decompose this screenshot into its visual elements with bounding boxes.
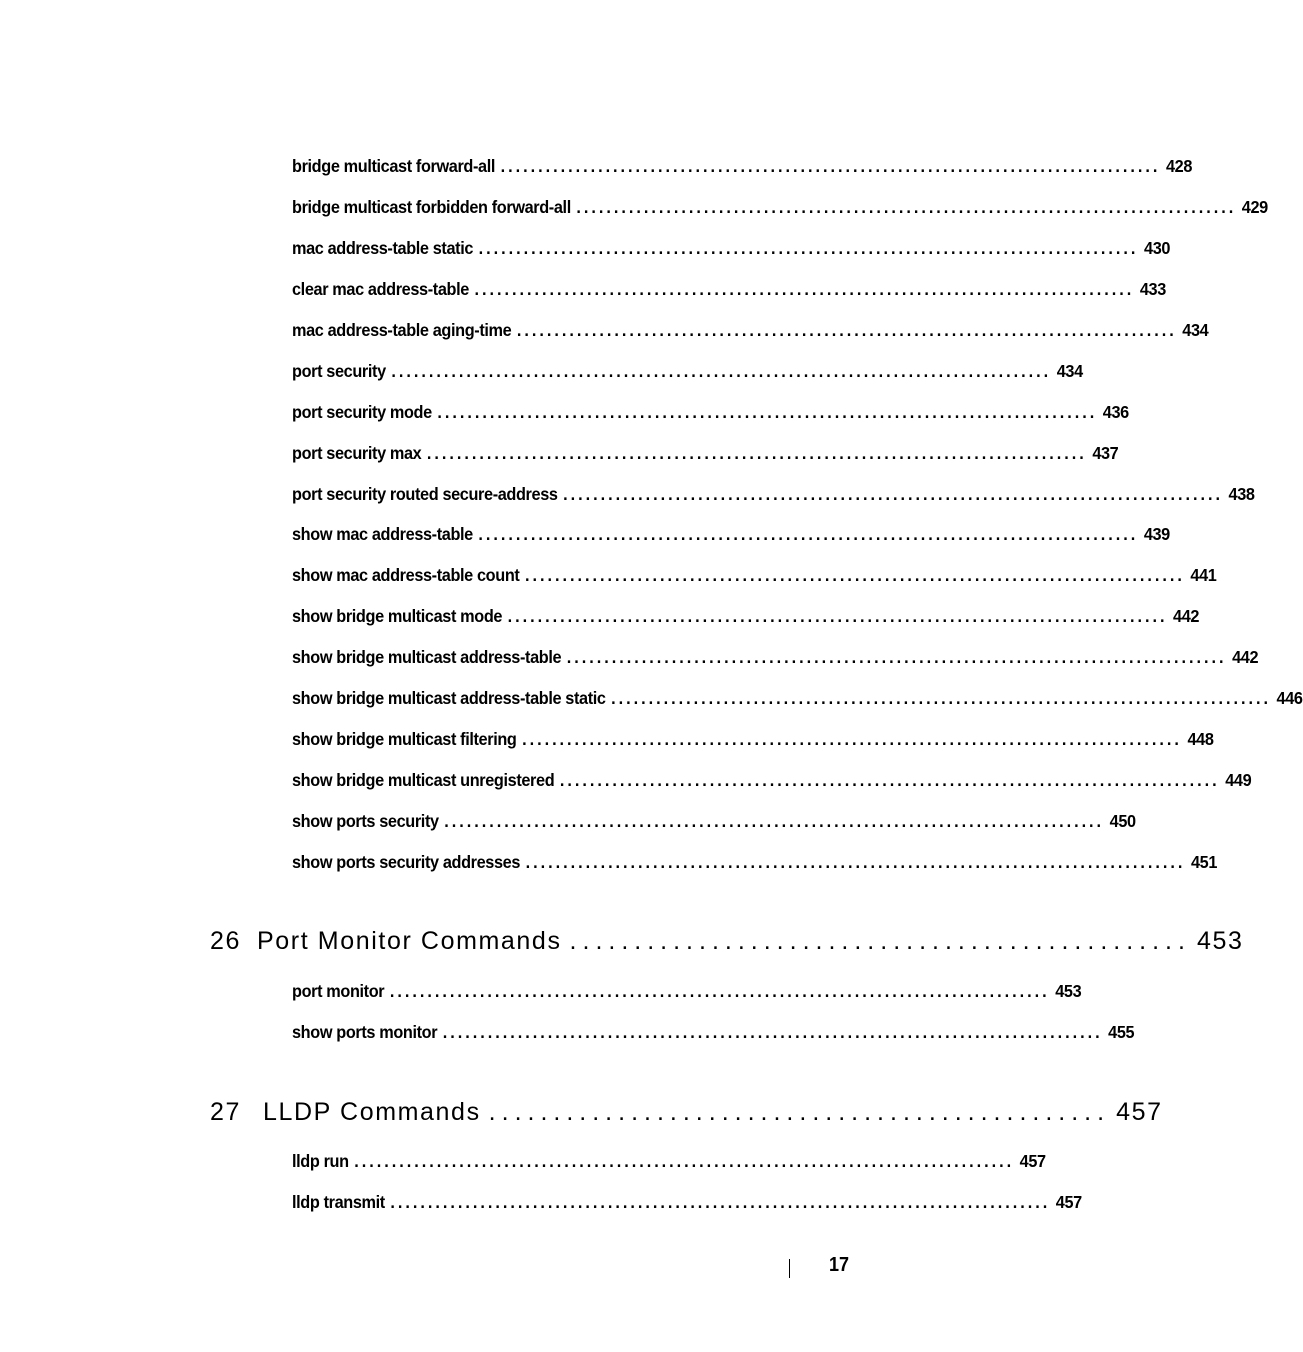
chapter-heading-27[interactable] bbox=[210, 1093, 1163, 1127]
entry-title: port monitor bbox=[292, 981, 385, 1001]
entry-title: port security mode bbox=[292, 402, 432, 422]
entry-page-number: 442 bbox=[1232, 647, 1259, 667]
entry-page-number: 437 bbox=[1092, 443, 1119, 463]
dot-leader: ........................................................................................ bbox=[525, 852, 1186, 872]
dot-leader: ........................................................................................ bbox=[391, 361, 1052, 381]
chapter-heading-26[interactable] bbox=[210, 922, 1244, 956]
toc-entry[interactable] bbox=[292, 235, 1171, 259]
entry-page-number: 433 bbox=[1139, 279, 1166, 299]
entry-title: port security bbox=[292, 361, 386, 381]
dot-leader: ........................................................................................ bbox=[525, 565, 1185, 585]
entry-title: show ports monitor bbox=[292, 1022, 438, 1042]
footer-page-number: 17 bbox=[829, 1254, 850, 1276]
entry-page-number: 455 bbox=[1108, 1022, 1135, 1042]
dot-leader: ........................................................................................ bbox=[390, 1192, 1051, 1212]
toc-entry[interactable] bbox=[292, 849, 1218, 873]
entry-title: mac address-table aging-time bbox=[292, 320, 512, 340]
toc-entry[interactable] bbox=[292, 644, 1259, 668]
dot-leader: ........................................................................................ bbox=[478, 524, 1139, 544]
entry-title: show ports security addresses bbox=[292, 852, 521, 872]
chapter-title: Port Monitor Commands bbox=[257, 927, 562, 955]
toc-entry[interactable] bbox=[292, 358, 1083, 382]
dot-leader: ........................................................................................ bbox=[576, 197, 1237, 217]
entry-page-number: 434 bbox=[1182, 320, 1209, 340]
entry-title: show mac address-table count bbox=[292, 565, 520, 585]
toc-entry[interactable] bbox=[292, 317, 1209, 341]
dot-leader: ........................................................................................ bbox=[354, 1151, 1015, 1171]
entry-page-number: 442 bbox=[1173, 606, 1200, 626]
entry-page-number: 429 bbox=[1241, 197, 1268, 217]
toc-entry[interactable] bbox=[292, 481, 1255, 505]
entry-page-number: 436 bbox=[1102, 402, 1129, 422]
toc-entry[interactable] bbox=[292, 440, 1119, 464]
dot-leader: ........................................................................................ bbox=[389, 981, 1050, 1001]
dot-leader: ................................................ bbox=[488, 1098, 1111, 1126]
dot-leader: ........................................................................................ bbox=[500, 156, 1161, 176]
dot-leader: ........................................................................................ bbox=[566, 647, 1227, 667]
entry-page-number: 453 bbox=[1055, 981, 1082, 1001]
entry-title: bridge multicast forward-all bbox=[292, 156, 496, 176]
entry-title: show bridge multicast filtering bbox=[292, 729, 517, 749]
toc-entry[interactable] bbox=[292, 521, 1170, 545]
entry-title: port security routed secure-address bbox=[292, 484, 558, 504]
chapter-page-number: 453 bbox=[1196, 927, 1244, 955]
toc-entry[interactable] bbox=[292, 1019, 1135, 1043]
dot-leader: ........................................................................................ bbox=[474, 279, 1135, 299]
entry-page-number: 438 bbox=[1228, 484, 1255, 504]
entry-page-number: 457 bbox=[1055, 1192, 1082, 1212]
toc-entry[interactable] bbox=[292, 276, 1166, 300]
entry-title: show bridge multicast mode bbox=[292, 606, 503, 626]
entry-title: show bridge multicast unregistered bbox=[292, 770, 555, 790]
toc-entry[interactable] bbox=[292, 1189, 1082, 1213]
chapter-page-number: 457 bbox=[1116, 1098, 1163, 1126]
toc-entry[interactable] bbox=[292, 1148, 1046, 1172]
entry-page-number: 448 bbox=[1187, 729, 1214, 749]
dot-leader: ........................................................................................ bbox=[516, 320, 1177, 340]
dot-leader: ........................................................................................ bbox=[478, 238, 1139, 258]
dot-leader: ........................................................................................ bbox=[444, 811, 1105, 831]
toc-entry[interactable] bbox=[292, 194, 1268, 218]
toc-entry[interactable] bbox=[292, 767, 1252, 791]
chapter-title: LLDP Commands bbox=[263, 1098, 481, 1126]
entry-title: show mac address-table bbox=[292, 524, 473, 544]
entry-title: clear mac address-table bbox=[292, 279, 469, 299]
entry-page-number: 434 bbox=[1056, 361, 1083, 381]
toc-entry[interactable] bbox=[292, 153, 1193, 177]
entry-title: show bridge multicast address-table static bbox=[292, 688, 606, 708]
dot-leader: ........................................................................................ bbox=[563, 484, 1223, 504]
toc-entry[interactable] bbox=[292, 399, 1129, 423]
entry-title: lldp run bbox=[292, 1151, 349, 1171]
entry-page-number: 430 bbox=[1144, 238, 1171, 258]
entry-page-number: 457 bbox=[1019, 1151, 1046, 1171]
entry-page-number: 451 bbox=[1190, 852, 1218, 872]
dot-leader: ........................................................................................ bbox=[559, 770, 1220, 790]
footer-divider bbox=[789, 1259, 790, 1278]
entry-page-number: 446 bbox=[1276, 688, 1303, 708]
entry-page-number: 450 bbox=[1109, 811, 1136, 831]
entry-page-number: 449 bbox=[1225, 770, 1252, 790]
entry-title: lldp transmit bbox=[292, 1192, 385, 1212]
entry-title: show bridge multicast address-table bbox=[292, 647, 562, 667]
entry-page-number: 428 bbox=[1165, 156, 1193, 176]
entry-title: port security max bbox=[292, 443, 422, 463]
dot-leader: ........................................................................................ bbox=[507, 606, 1168, 626]
entry-title: bridge multicast forbidden forward-all bbox=[292, 197, 571, 217]
dot-leader: ........................................................................................ bbox=[437, 402, 1098, 422]
toc-entry[interactable] bbox=[292, 978, 1082, 1002]
toc-entry[interactable] bbox=[292, 685, 1303, 709]
dot-leader: ........................................................................................ bbox=[426, 443, 1087, 463]
entry-page-number: 441 bbox=[1190, 565, 1217, 585]
dot-leader: ........................................................................................ bbox=[442, 1022, 1103, 1042]
toc-entry[interactable] bbox=[292, 562, 1217, 586]
toc-entry[interactable] bbox=[292, 603, 1200, 627]
dot-leader: ........................................................................................ bbox=[611, 688, 1271, 708]
chapter-number: 27 bbox=[210, 1098, 242, 1126]
dot-leader: ........................................................................................ bbox=[522, 729, 1182, 749]
entry-page-number: 439 bbox=[1143, 524, 1170, 544]
toc-entry[interactable] bbox=[292, 808, 1136, 832]
entry-title: mac address-table static bbox=[292, 238, 474, 258]
entry-title: show ports security bbox=[292, 811, 439, 831]
toc-entry[interactable] bbox=[292, 726, 1214, 750]
dot-leader: ................................................ bbox=[569, 927, 1191, 955]
chapter-number: 26 bbox=[210, 927, 242, 955]
